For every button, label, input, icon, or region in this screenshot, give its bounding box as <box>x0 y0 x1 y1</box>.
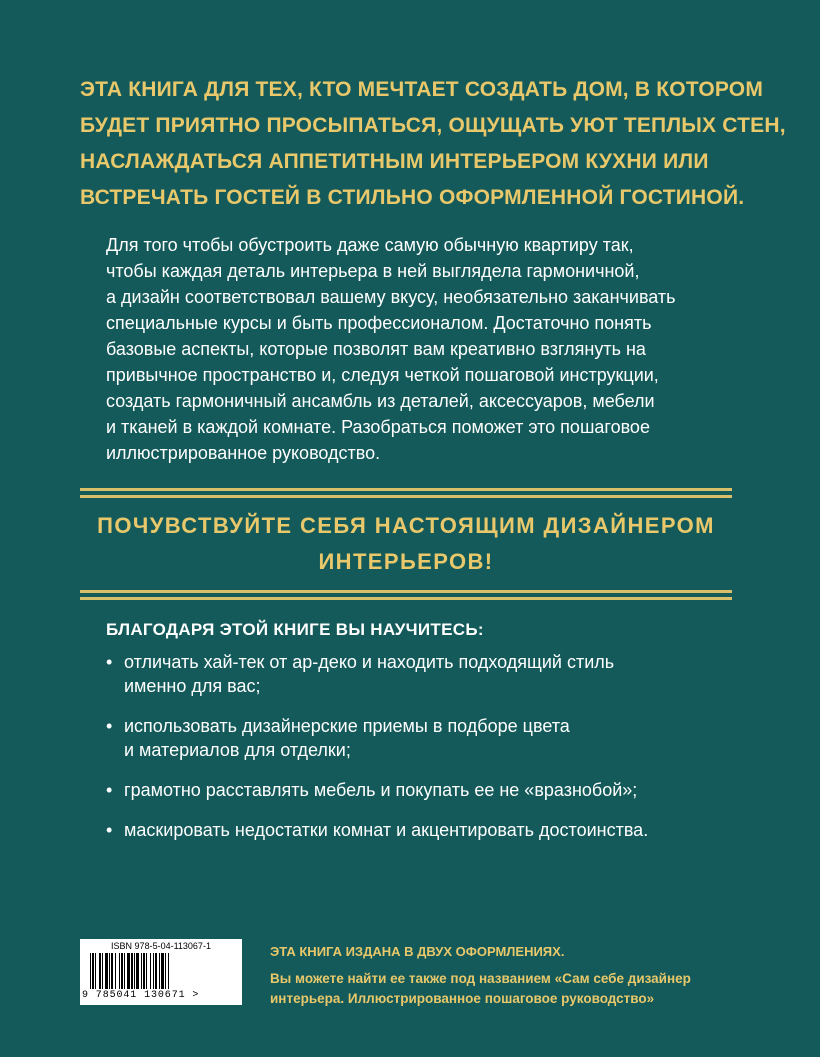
barcode-bar <box>127 953 130 989</box>
barcode-bar <box>105 953 108 989</box>
intro-line: Для того чтобы обустроить даже самую обычную квартиру так, <box>106 235 634 255</box>
cta-line: ИНТЕРЬЕРОВ! <box>318 549 494 574</box>
headline-line: ЭТА КНИГА ДЛЯ ТЕХ, КТО МЕЧТАЕТ СОЗДАТЬ ДОМ, В КОТОРОМ <box>80 78 764 101</box>
barcode-bar <box>109 953 110 989</box>
bullet-icon: • <box>106 716 113 736</box>
headline-line: ВСТРЕЧАТЬ ГОСТЕЙ В СТИЛЬНО ОФОРМЛЕННОЙ ГОСТИНОЙ. <box>80 186 745 209</box>
barcode-bar <box>121 953 123 989</box>
list-item-line: и материалов для отделки; <box>124 740 351 760</box>
barcode-bar <box>111 953 113 989</box>
edition-title: ЭТА КНИГА ИЗДАНА В ДВУХ ОФОРМЛЕНИЯХ. <box>270 944 565 959</box>
list-item-line: отличать хай-тек от ар-деко и находить подходящий стиль <box>124 652 615 672</box>
barcode-bar <box>99 953 101 989</box>
barcode-bar <box>119 953 120 989</box>
barcode-bar <box>153 953 154 989</box>
intro-line: а дизайн соответствовал вашему вкусу, необязательно заканчивать <box>106 287 676 307</box>
isbn-label: ISBN 978-5-04-113067-1 <box>111 941 211 951</box>
intro-line: иллюстрированное руководство. <box>106 443 381 463</box>
barcode-bar <box>136 953 139 989</box>
list-item-line: именно для вас; <box>124 676 261 696</box>
barcode-bar <box>131 953 133 989</box>
barcode-bar <box>146 953 147 989</box>
intro-line: чтобы каждая деталь интерьера в ней выглядела гармоничной, <box>106 261 640 281</box>
barcode-bar <box>134 953 135 989</box>
edition-line: интерьера. Иллюстрированное пошаговое руководство» <box>270 991 655 1006</box>
list-item-line: грамотно расставлять мебель и покупать ее не «вразнобой»; <box>124 780 638 800</box>
intro-paragraph <box>106 232 746 466</box>
barcode-bar <box>165 953 166 989</box>
list-item <box>106 714 746 762</box>
bullet-icon: • <box>106 652 113 672</box>
barcode-bar <box>155 953 157 989</box>
list-item-line: маскировать недостатки комнат и акцентировать достоинства. <box>124 820 649 840</box>
divider-top-inner <box>80 495 732 498</box>
barcode-bar <box>159 953 160 989</box>
intro-line: базовые аспекты, которые позволят вам креативно взглянуть на <box>106 339 646 359</box>
barcode-bar <box>141 953 142 989</box>
headline-line: НАСЛАЖДАТЬСЯ АППЕТИТНЫМ ИНТЕРЬЕРОМ КУХНИ ИЛИ <box>80 150 709 173</box>
barcode-bar <box>124 953 125 989</box>
intro-line: специальные курсы и быть профессионалом. Достаточно понять <box>106 313 652 333</box>
barcode-bar <box>168 953 169 989</box>
bullet-icon: • <box>106 820 113 840</box>
headline <box>80 72 786 216</box>
barcode-bar <box>161 953 164 989</box>
barcode-bar <box>92 953 94 989</box>
call-to-action <box>80 508 732 580</box>
barcode-digits: 9 785041 130671 > <box>82 990 200 1001</box>
barcode-bar <box>102 953 103 989</box>
intro-line: привычное пространство и, следуя четкой пошаговой инструкции, <box>106 365 659 385</box>
learn-list <box>106 650 746 858</box>
list-item <box>106 650 746 698</box>
list-item <box>106 818 746 842</box>
barcode-bar <box>150 953 151 989</box>
edition-note <box>270 969 730 1009</box>
list-item <box>106 778 746 802</box>
barcode-bar <box>95 953 96 989</box>
list-item-line: использовать дизайнерские приемы в подборе цвета <box>124 716 570 736</box>
barcode-bar <box>115 953 116 989</box>
intro-line: и тканей в каждой комнате. Разобраться поможет это пошаговое <box>106 417 650 437</box>
divider-top <box>80 488 732 491</box>
barcode-bars-icon <box>90 953 232 989</box>
divider-bottom <box>80 590 732 593</box>
isbn-barcode <box>80 939 242 1005</box>
edition-line: Вы можете найти ее также под названием «Сам себе дизайнер <box>270 971 691 986</box>
headline-line: БУДЕТ ПРИЯТНО ПРОСЫПАТЬСЯ, ОЩУЩАТЬ УЮТ ТЕПЛЫХ СТЕН, <box>80 114 786 137</box>
divider-bottom-inner <box>80 597 732 600</box>
barcode-bar <box>143 953 145 989</box>
intro-line: создать гармоничный ансамбль из деталей, аксессуаров, мебели <box>106 391 655 411</box>
cta-line: ПОЧУВСТВУЙТЕ СЕБЯ НАСТОЯЩИМ ДИЗАЙНЕРОМ <box>97 513 715 538</box>
barcode-bar <box>90 953 91 989</box>
bullet-icon: • <box>106 780 113 800</box>
learn-title: БЛАГОДАРЯ ЭТОЙ КНИГЕ ВЫ НАУЧИТЕСЬ: <box>106 620 484 639</box>
